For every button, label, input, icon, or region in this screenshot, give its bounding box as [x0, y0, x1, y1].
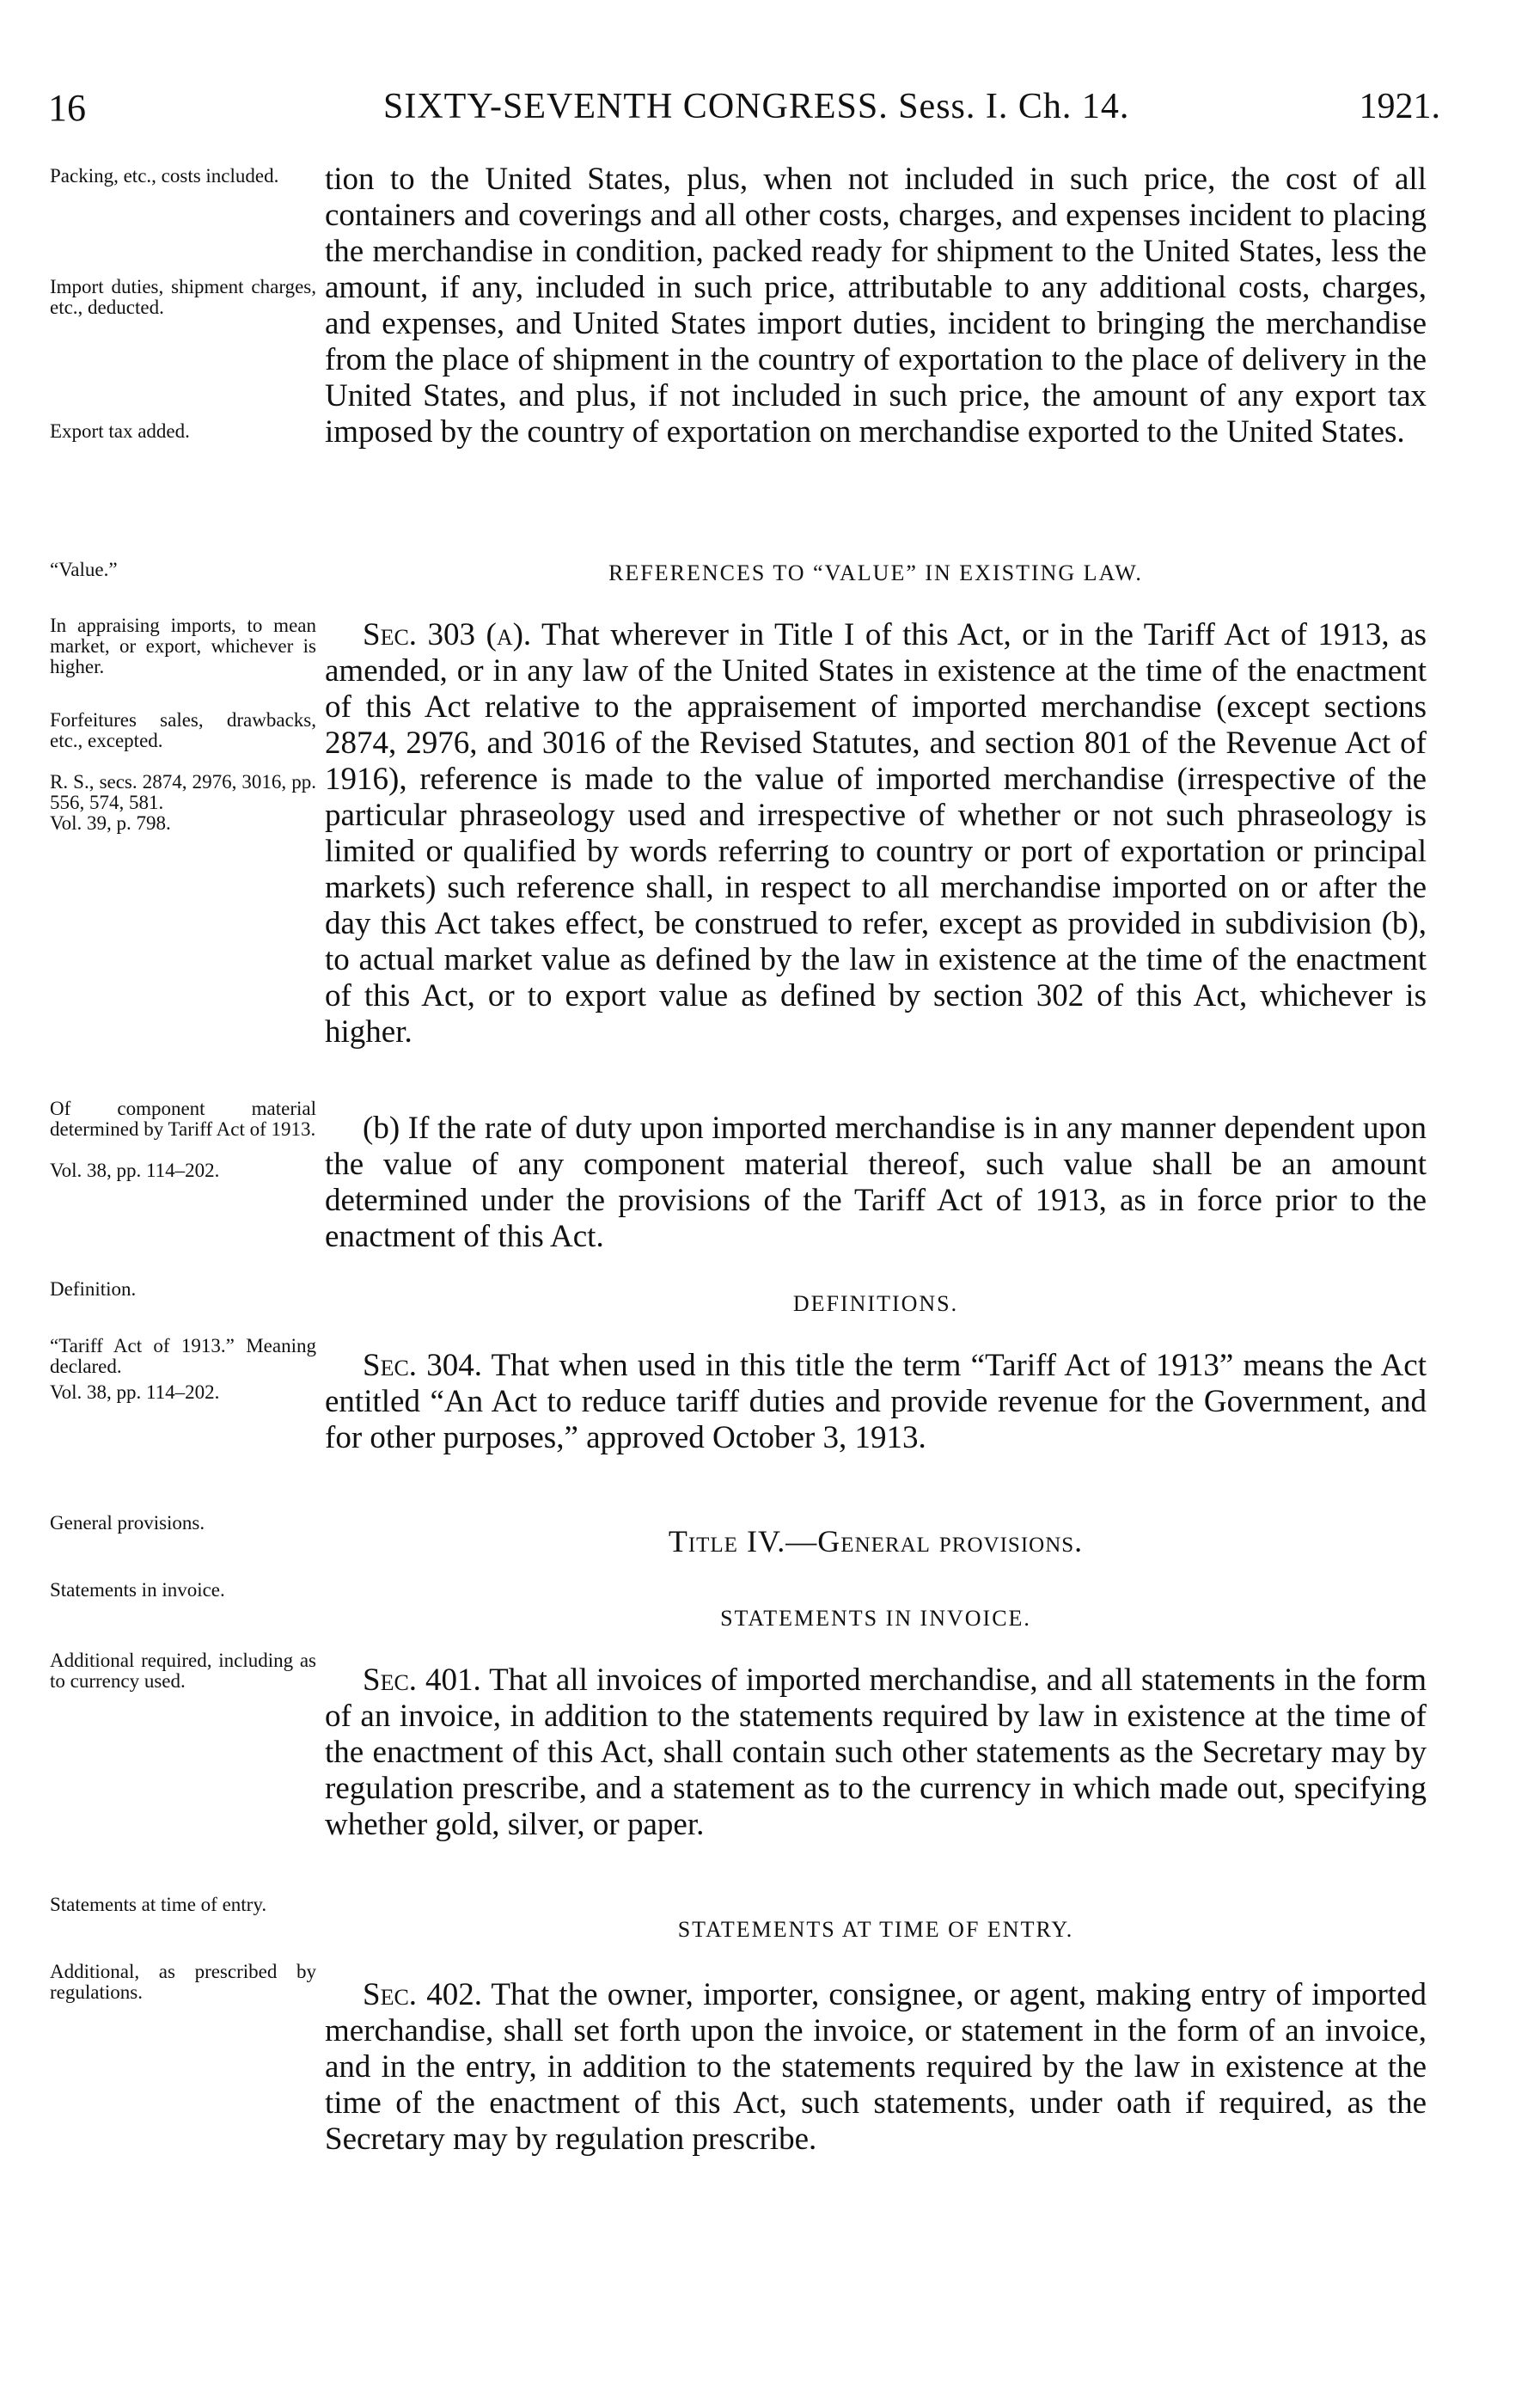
margin-note-statements-entry: Statements at time of entry.: [50, 1894, 267, 1915]
header-year: 1921.: [1359, 87, 1440, 126]
section-label-402: Sec. 402.: [363, 1977, 482, 2012]
margin-note-packing: Packing, etc., costs included.: [50, 165, 279, 187]
margin-note-additional-prescribed: Additional, as prescribed by regulations.: [50, 1961, 316, 2003]
paragraph-sec-303a: [325, 617, 1427, 1050]
paragraph-sec-402: [325, 1977, 1427, 2158]
section-text-304: That when used in this title the term “Tariff Act of 1913” means the Act entitled “An Act to reduce tariff duties and provide revenue for the Government, and for other purposes,” approved October 3, 1913.: [325, 1348, 1427, 1455]
heading-title-iv: Title IV.—General provisions.: [668, 1524, 1084, 1558]
margin-note-import-duties: Import duties, shipment charges, etc., deducted.: [50, 276, 316, 318]
section-label-304: Sec. 304.: [363, 1348, 482, 1383]
running-head: SIXTY-SEVENTH CONGRESS. Sess. I. Ch. 14.: [383, 87, 1130, 126]
margin-note-appraising: In appraising imports, to mean market, or export, whichever is higher.: [50, 615, 316, 677]
page-number: 16: [48, 87, 86, 129]
margin-note-additional-required: Additional required, including as to currency used.: [50, 1650, 316, 1692]
paragraph-sec-401: [325, 1662, 1427, 1843]
section-text-402: That the owner, importer, consignee, or agent, making entry of imported merchandise, shall set forth upon the invoice, or statement in the form of an invoice, and in the entry, in addition to the statements required by the law in existence at the time of the enactment of this Act, such statements, under oath if required, as the Secretary may by regulation prescribe.: [325, 1977, 1427, 2157]
margin-note-general-provisions: General provisions.: [50, 1512, 205, 1534]
paragraph-sec-303b: (b) If the rate of duty upon imported merchandise is in any manner dependent upon the value of any component material thereof, such value shall be an amount determined under the provisions of the Tariff Act of 1913, as in force prior to the enactment of this Act.: [325, 1111, 1427, 1254]
margin-note-component-material: Of component material determined by Tariff Act of 1913.: [50, 1098, 316, 1140]
margin-note-value: “Value.”: [50, 559, 118, 580]
margin-note-vol38-b: Vol. 38, pp. 114–202.: [50, 1381, 220, 1403]
heading-definitions: DEFINITIONS.: [792, 1291, 959, 1316]
section-text-401: That all invoices of imported merchandise, and all statements in the form of an invoice, in addition to the statements required by law in existence at the time of the enactment of this Act, shall contain such other statements as the Secretary may by regulation prescribe, and a statement as to the currency in which made out, specifying whether gold, silver, or paper.: [325, 1662, 1427, 1842]
margin-note-export-tax: Export tax added.: [50, 420, 190, 442]
paragraph-continued: tion to the United States, plus, when not included in such price, the cost of all containers and coverings and all other costs, charges, and expenses incident to placing the merchandise in condition, packed ready for shipment to the United States, less the amount, if any, included in such price, attributable to any additional costs, charges, and expenses, and United States import duties, incident to bringing the merchandise from the place of shipment in the country of exportation to the place of delivery in the United States, and plus, if not included in such price, the amount of any export tax imposed by the country of exportation on merchandise exported to the United States.: [325, 162, 1427, 450]
margin-note-vol38-a: Vol. 38, pp. 114–202.: [50, 1160, 220, 1181]
margin-note-tariff-act: “Tariff Act of 1913.” Meaning declared.: [50, 1335, 316, 1377]
margin-note-statements-invoice: Statements in invoice.: [50, 1579, 225, 1601]
margin-note-forfeitures: Forfeitures sales, drawbacks, etc., excepted.: [50, 709, 316, 751]
section-text-303a: That wherever in Title I of this Act, or in the Tariff Act of 1913, as amended, or in any law of the United States in existence at the time of the enactment of this Act relative to the appraisement of imported merchandise (except sections 2874, 2976, and 3016 of the Revised Statutes, and section 801 of the Revenue Act of 1916), reference is made to the value of imported merchandise (irrespective of the particular phraseology used and irrespective of whether or not such phraseology is limited or qualified by words referring to country or port of exportation or principal markets) such reference shall, in respect to all merchandise imported on or after the day this Act takes effect, be construed to refer, except as provided in subdivision (b), to actual market value as defined by the law in existence at the time of the enactment of this Act, or to export value as defined by section 302 of this Act, whichever is higher.: [325, 617, 1427, 1050]
page-header: [48, 86, 1440, 138]
paragraph-sec-304: [325, 1348, 1427, 1456]
heading-references-to-value: REFERENCES TO “VALUE” IN EXISTING LAW.: [608, 560, 1143, 585]
section-label-401: Sec. 401.: [363, 1662, 481, 1698]
margin-note-vol39: Vol. 39, p. 798.: [50, 812, 171, 834]
heading-statements-at-time-of-entry: STATEMENTS AT TIME OF ENTRY.: [677, 1917, 1074, 1942]
section-label-303a: Sec. 303 (a).: [363, 617, 532, 652]
heading-statements-in-invoice: STATEMENTS IN INVOICE.: [720, 1606, 1031, 1631]
margin-note-definition: Definition.: [50, 1278, 137, 1300]
margin-note-rs-citation: R. S., secs. 2874, 2976, 3016, pp. 556, 574, 581.: [50, 771, 316, 813]
